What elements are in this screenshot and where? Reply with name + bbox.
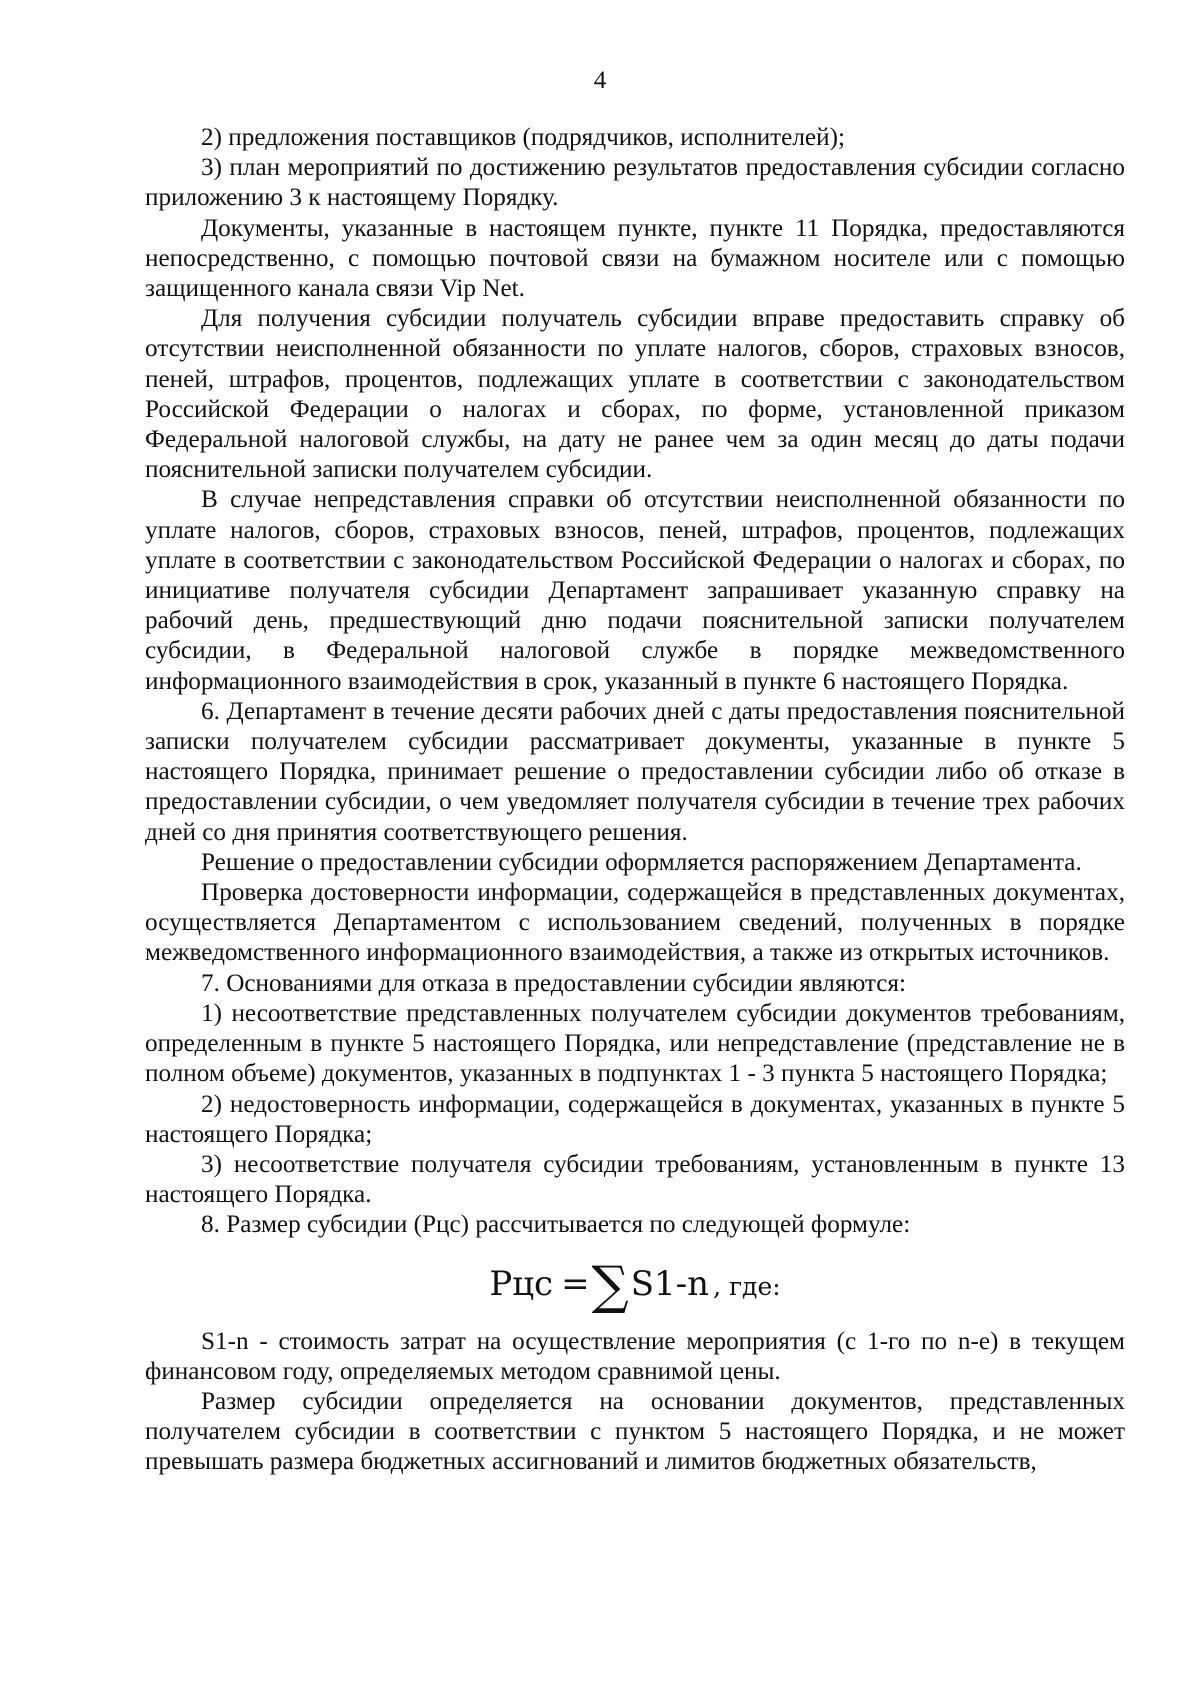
paragraph: Документы, указанные в настоящем пункте, пункте 11 Порядка, предоставляются непосредственно, с помощью почтовой связи на бумажном носителе или с помощью защищенного канала связи Vip Net. [145,214,1125,303]
paragraph: 3) несоответствие получателя субсидии требованиям, установленным в пункте 13 настоящего Порядка. [145,1150,1125,1209]
paragraph: 2) недостоверность информации, содержащейся в документах, указанных в пункте 5 настоящего Порядка; [145,1090,1125,1148]
formula-suffix: , где: [713,1271,781,1301]
paragraph: Проверка достоверности информации, содержащейся в представленных документах, осуществляется Департаментом с использованием сведений, полученных в порядке межведомственного информационного взаимодействия, а также из открытых источников. [145,879,1125,967]
formula-lhs: Рцс [489,1263,554,1304]
document-body [145,123,1125,1478]
subsidy-formula [145,1255,1125,1316]
paragraph: 2) предложения поставщиков (подрядчиков, исполнителей); [201,124,845,151]
paragraph: 1) несоответствие представленных получателем субсидии документов требованиям, определенным в пункте 5 настоящего Порядка, или непредставление (представление не в полном объеме) документов, указанных в подпунктах 1 - 3 пункта 5 настоящего Порядка; [145,999,1125,1088]
paragraph: 3) план мероприятий по достижению результатов предоставления субсидии согласно приложению 3 к настоящему Порядку. [145,154,1125,212]
paragraph: 7. Основаниями для отказа в предоставлении субсидии являются: [201,969,907,997]
paragraph: S1-n - стоимость затрат на осуществление мероприятия (с 1-го по n-е) в текущем финансовом году, определяемых методом сравнимой цены. [145,1327,1125,1385]
paragraph: Для получения субсидии получатель субсидии вправе предоставить справку об отсутствии неисполненной обязанности по уплате налогов, сборов, страховых взносов, пеней, штрафов, процентов, подлежащих уплате в соответствии с законодательством Российской Федерации о налогах и сборах, по форме, установленной приказом Федеральной налоговой службы, на дату не ранее чем за один месяц до даты подачи пояснительной записки получателем субсидии. [145,305,1125,484]
paragraph: 8. Размер субсидии (Рцс) рассчитывается по следующей формуле: [201,1211,911,1239]
after-formula-section [145,1327,1125,1478]
formula-rhs: S1-n [630,1263,710,1304]
paragraph: В случае непредставления справки об отсутствии неисполненной обязанности по уплате налогов, сборов, страховых взносов, пеней, штрафов, процентов, подлежащих уплате в соответствии с законодательством Российской Федерации о налогах и сборах, по инициативе получателя субсидии Департамент запрашивает указанную справку на рабочий день, предшествующий дню подачи пояснительной записки получателем субсидии, в Федеральной налоговой службе в порядке межведомственного информационного взаимодействия в срок, указанный в пункте 6 настоящего Порядка. [145,486,1125,695]
paragraph: Решение о предоставлении субсидии оформляется распоряжением Департамента. [201,848,1082,876]
sum-sigma-symbol: ∑ [591,1255,629,1316]
paragraph: 6. Департамент в течение десяти рабочих дней с даты предоставления пояснительной записки получателем субсидии рассматривает документы, указанные в пункте 5 настоящего Порядка, принимает решение о предоставлении субсидии либо об отказе в предоставлении субсидии, о чем уведомляет получателя субсидии в течение трех рабочих дней со дня принятия соответствующего решения. [145,697,1125,846]
page-number: 4 [593,67,607,94]
formula-equals: = [561,1263,590,1304]
paragraph: Размер субсидии определяется на основании документов, представленных получателем субсидии в соответствии с пунктом 5 настоящего Порядка, и не может превышать размера бюджетных ассигнований и лимитов бюджетных обязательств, [145,1387,1125,1476]
